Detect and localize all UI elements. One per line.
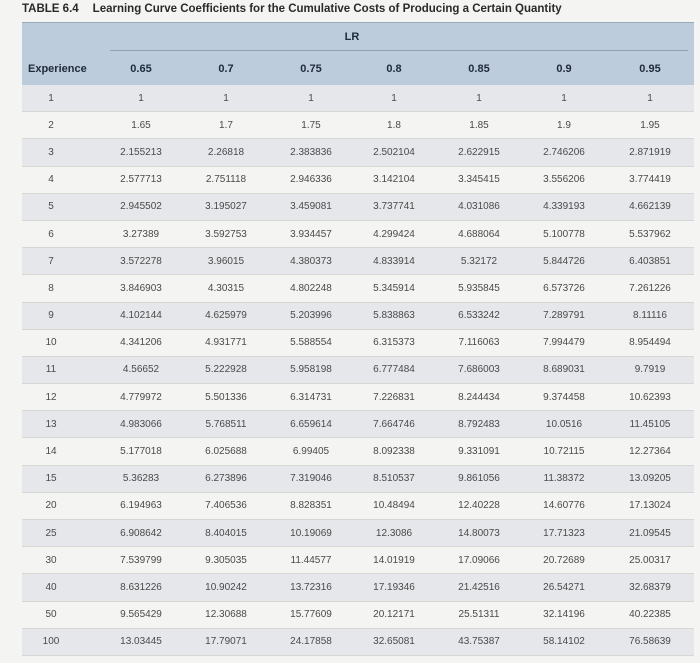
coefficient-cell: 9.7919 bbox=[634, 364, 666, 376]
table-row bbox=[22, 574, 694, 601]
column-header-lr: 0.75 bbox=[300, 63, 322, 75]
coefficient-cell: 1 bbox=[308, 92, 314, 104]
coefficient-cell: 1.65 bbox=[131, 119, 151, 131]
table-row bbox=[22, 221, 694, 248]
coefficient-cell: 8.092338 bbox=[373, 446, 415, 458]
coefficient-cell: 4.688064 bbox=[458, 228, 500, 240]
coefficient-cell: 6.403851 bbox=[629, 255, 671, 267]
coefficient-cell: 4.983066 bbox=[120, 418, 162, 430]
experience-cell: 2 bbox=[48, 119, 54, 131]
column-header-lr: 0.65 bbox=[130, 63, 152, 75]
experience-cell: 1 bbox=[48, 92, 54, 104]
coefficient-cell: 5.838863 bbox=[373, 310, 415, 322]
table-row bbox=[22, 629, 694, 656]
experience-cell: 10 bbox=[45, 337, 57, 349]
coefficient-cell: 6.777484 bbox=[373, 364, 415, 376]
coefficient-cell: 2.622915 bbox=[458, 146, 500, 158]
coefficient-cell: 4.341206 bbox=[120, 337, 162, 349]
table-row bbox=[22, 411, 694, 438]
column-header-lr: 0.95 bbox=[639, 63, 661, 75]
coefficient-cell: 2.945502 bbox=[120, 201, 162, 213]
coefficient-cell: 8.631226 bbox=[120, 581, 162, 593]
table-row bbox=[22, 602, 694, 629]
table-title: Learning Curve Coefficients for the Cumulative Costs of Producing a Certain Quantity bbox=[92, 3, 562, 15]
experience-cell: 8 bbox=[48, 282, 54, 294]
coefficient-cell: 8.510537 bbox=[373, 473, 415, 485]
experience-cell: 12 bbox=[45, 391, 57, 403]
table-row bbox=[22, 303, 694, 330]
coefficient-cell: 1 bbox=[391, 92, 397, 104]
table-row bbox=[22, 493, 694, 520]
coefficient-cell: 76.58639 bbox=[629, 636, 671, 648]
column-header-row bbox=[22, 57, 694, 81]
table-row bbox=[22, 248, 694, 275]
coefficient-cell: 4.931771 bbox=[205, 337, 247, 349]
column-header-lr: 0.9 bbox=[556, 63, 572, 75]
coefficient-cell: 8.792483 bbox=[458, 418, 500, 430]
coefficient-cell: 7.116063 bbox=[458, 337, 500, 349]
coefficient-cell: 5.36283 bbox=[122, 473, 160, 485]
coefficient-cell: 10.0516 bbox=[545, 418, 583, 430]
coefficient-cell: 9.861056 bbox=[458, 473, 500, 485]
table-row bbox=[22, 466, 694, 493]
experience-cell: 100 bbox=[42, 636, 60, 648]
coefficient-cell: 6.315373 bbox=[373, 337, 415, 349]
coefficient-cell: 9.565429 bbox=[120, 609, 162, 621]
experience-cell: 15 bbox=[45, 473, 57, 485]
coefficient-cell: 1 bbox=[561, 92, 567, 104]
coefficient-cell: 1.85 bbox=[469, 119, 489, 131]
coefficient-cell: 7.994479 bbox=[543, 337, 585, 349]
experience-cell: 3 bbox=[48, 146, 54, 158]
table-row bbox=[22, 112, 694, 139]
coefficient-cell: 25.00317 bbox=[629, 554, 671, 566]
coefficient-cell: 13.09205 bbox=[629, 473, 671, 485]
coefficient-cell: 20.72689 bbox=[543, 554, 585, 566]
coefficient-cell: 6.273896 bbox=[205, 473, 247, 485]
coefficient-cell: 10.19069 bbox=[290, 527, 332, 539]
coefficient-cell: 5.222928 bbox=[205, 364, 247, 376]
experience-cell: 25 bbox=[45, 527, 57, 539]
coefficient-cell: 8.689031 bbox=[543, 364, 585, 376]
coefficient-cell: 12.3086 bbox=[375, 527, 413, 539]
coefficient-cell: 15.77609 bbox=[290, 609, 332, 621]
coefficient-cell: 4.802248 bbox=[290, 282, 332, 294]
coefficient-cell: 3.934457 bbox=[290, 228, 332, 240]
coefficient-cell: 4.662139 bbox=[629, 201, 671, 213]
coefficient-cell: 6.025688 bbox=[205, 446, 247, 458]
coefficient-cell: 3.96015 bbox=[207, 255, 245, 267]
experience-cell: 50 bbox=[45, 609, 57, 621]
lr-group-rule bbox=[110, 50, 688, 51]
table-caption bbox=[22, 0, 562, 18]
coefficient-cell: 14.60776 bbox=[543, 500, 585, 512]
table-row bbox=[22, 520, 694, 547]
coefficient-cell: 3.556206 bbox=[543, 174, 585, 186]
coefficient-cell: 13.72316 bbox=[290, 581, 332, 593]
experience-cell: 5 bbox=[48, 201, 54, 213]
experience-cell: 4 bbox=[48, 174, 54, 186]
coefficient-cell: 3.846903 bbox=[120, 282, 162, 294]
coefficient-cell: 6.99405 bbox=[292, 446, 330, 458]
coefficient-cell: 7.226831 bbox=[373, 391, 415, 403]
coefficient-cell: 2.383836 bbox=[290, 146, 332, 158]
experience-cell: 9 bbox=[48, 310, 54, 322]
experience-cell: 6 bbox=[48, 228, 54, 240]
coefficient-cell: 4.56652 bbox=[122, 364, 160, 376]
coefficient-cell: 11.45105 bbox=[629, 418, 671, 430]
coefficient-cell: 12.27364 bbox=[629, 446, 671, 458]
coefficient-cell: 7.539799 bbox=[120, 554, 162, 566]
coefficient-cell: 6.194963 bbox=[120, 500, 162, 512]
coefficient-cell: 5.935845 bbox=[458, 282, 500, 294]
coefficient-cell: 10.62393 bbox=[629, 391, 671, 403]
experience-cell: 14 bbox=[45, 446, 57, 458]
coefficient-cell: 14.80073 bbox=[458, 527, 500, 539]
coefficient-cell: 20.12171 bbox=[373, 609, 415, 621]
experience-cell: 30 bbox=[45, 554, 57, 566]
coefficient-cell: 21.09545 bbox=[629, 527, 671, 539]
coefficient-cell: 12.30688 bbox=[205, 609, 247, 621]
coefficient-cell: 4.102144 bbox=[120, 310, 162, 322]
coefficient-cell: 7.406536 bbox=[205, 500, 247, 512]
table-row bbox=[22, 330, 694, 357]
coefficient-cell: 13.03445 bbox=[120, 636, 162, 648]
coefficient-cell: 6.533242 bbox=[458, 310, 500, 322]
coefficient-cell: 3.737741 bbox=[373, 201, 415, 213]
coefficient-cell: 2.751118 bbox=[205, 174, 247, 186]
table-row bbox=[22, 547, 694, 574]
learning-curve-table bbox=[22, 22, 694, 656]
coefficient-cell: 2.155213 bbox=[120, 146, 162, 158]
table-body bbox=[22, 85, 694, 656]
table-number: TABLE 6.4 bbox=[22, 3, 79, 15]
experience-cell: 40 bbox=[45, 581, 57, 593]
coefficient-cell: 17.13024 bbox=[629, 500, 671, 512]
table-row bbox=[22, 139, 694, 166]
coefficient-cell: 5.501336 bbox=[205, 391, 247, 403]
coefficient-cell: 5.588554 bbox=[290, 337, 332, 349]
coefficient-cell: 7.686003 bbox=[458, 364, 500, 376]
coefficient-cell: 1.95 bbox=[640, 119, 660, 131]
coefficient-cell: 32.68379 bbox=[629, 581, 671, 593]
coefficient-cell: 1.9 bbox=[557, 119, 571, 131]
coefficient-cell: 5.844726 bbox=[543, 255, 585, 267]
coefficient-cell: 17.19346 bbox=[373, 581, 415, 593]
coefficient-cell: 2.577713 bbox=[120, 174, 162, 186]
coefficient-cell: 17.09066 bbox=[458, 554, 500, 566]
coefficient-cell: 8.404015 bbox=[205, 527, 247, 539]
experience-cell: 13 bbox=[45, 418, 57, 430]
coefficient-cell: 4.380373 bbox=[290, 255, 332, 267]
coefficient-cell: 5.958198 bbox=[290, 364, 332, 376]
table-row bbox=[22, 85, 694, 112]
coefficient-cell: 3.592753 bbox=[205, 228, 247, 240]
coefficient-cell: 17.71323 bbox=[543, 527, 585, 539]
coefficient-cell: 3.459081 bbox=[290, 201, 332, 213]
coefficient-cell: 10.72115 bbox=[543, 446, 585, 458]
column-header-experience: Experience bbox=[28, 63, 87, 75]
coefficient-cell: 17.79071 bbox=[205, 636, 247, 648]
coefficient-cell: 5.345914 bbox=[373, 282, 415, 294]
coefficient-cell: 5.100778 bbox=[543, 228, 585, 240]
coefficient-cell: 58.14102 bbox=[543, 636, 585, 648]
coefficient-cell: 7.261226 bbox=[629, 282, 671, 294]
table-row bbox=[22, 194, 694, 221]
coefficient-cell: 11.38372 bbox=[543, 473, 585, 485]
coefficient-cell: 3.142104 bbox=[373, 174, 415, 186]
coefficient-cell: 1 bbox=[476, 92, 482, 104]
coefficient-cell: 2.946336 bbox=[290, 174, 332, 186]
experience-cell: 20 bbox=[45, 500, 57, 512]
coefficient-cell: 32.14196 bbox=[543, 609, 585, 621]
coefficient-cell: 4.625979 bbox=[205, 310, 247, 322]
coefficient-cell: 7.319046 bbox=[290, 473, 332, 485]
coefficient-cell: 5.203996 bbox=[290, 310, 332, 322]
coefficient-cell: 1.75 bbox=[301, 119, 321, 131]
coefficient-cell: 4.339193 bbox=[543, 201, 585, 213]
coefficient-cell: 1.8 bbox=[387, 119, 401, 131]
experience-cell: 11 bbox=[45, 364, 57, 376]
experience-cell: 7 bbox=[48, 255, 54, 267]
coefficient-cell: 3.345415 bbox=[458, 174, 500, 186]
coefficient-cell: 3.27389 bbox=[122, 228, 160, 240]
coefficient-cell: 1 bbox=[647, 92, 653, 104]
coefficient-cell: 3.572278 bbox=[120, 255, 162, 267]
coefficient-cell: 12.40228 bbox=[458, 500, 500, 512]
table-row bbox=[22, 167, 694, 194]
coefficient-cell: 7.289791 bbox=[543, 310, 585, 322]
column-header-lr: 0.7 bbox=[218, 63, 234, 75]
coefficient-cell: 26.54271 bbox=[543, 581, 585, 593]
coefficient-cell: 4.30315 bbox=[207, 282, 245, 294]
coefficient-cell: 32.65081 bbox=[373, 636, 415, 648]
coefficient-cell: 2.746206 bbox=[543, 146, 585, 158]
coefficient-cell: 40.22385 bbox=[629, 609, 671, 621]
coefficient-cell: 4.299424 bbox=[373, 228, 415, 240]
coefficient-cell: 5.177018 bbox=[120, 446, 162, 458]
coefficient-cell: 6.573726 bbox=[543, 282, 585, 294]
lr-group-label: LR bbox=[344, 31, 360, 43]
coefficient-cell: 25.51311 bbox=[458, 609, 500, 621]
coefficient-cell: 5.537962 bbox=[629, 228, 671, 240]
coefficient-cell: 9.374458 bbox=[543, 391, 585, 403]
coefficient-cell: 8.244434 bbox=[458, 391, 500, 403]
coefficient-cell: 11.44577 bbox=[290, 554, 332, 566]
coefficient-cell: 9.331091 bbox=[458, 446, 500, 458]
coefficient-cell: 4.833914 bbox=[373, 255, 415, 267]
coefficient-cell: 21.42516 bbox=[458, 581, 500, 593]
coefficient-cell: 3.195027 bbox=[205, 201, 247, 213]
table-row bbox=[22, 357, 694, 384]
coefficient-cell: 2.26818 bbox=[207, 146, 245, 158]
coefficient-cell: 4.779972 bbox=[120, 391, 162, 403]
coefficient-cell: 3.774419 bbox=[629, 174, 671, 186]
coefficient-cell: 10.90242 bbox=[205, 581, 247, 593]
coefficient-cell: 8.828351 bbox=[290, 500, 332, 512]
column-header-lr: 0.85 bbox=[468, 63, 490, 75]
coefficient-cell: 6.314731 bbox=[290, 391, 332, 403]
coefficient-cell: 9.305035 bbox=[205, 554, 247, 566]
coefficient-cell: 4.031086 bbox=[458, 201, 500, 213]
coefficient-cell: 5.32172 bbox=[460, 255, 498, 267]
coefficient-cell: 1 bbox=[138, 92, 144, 104]
coefficient-cell: 1 bbox=[223, 92, 229, 104]
coefficient-cell: 14.01919 bbox=[373, 554, 415, 566]
coefficient-cell: 6.659614 bbox=[290, 418, 332, 430]
coefficient-cell: 10.48494 bbox=[373, 500, 415, 512]
table-header bbox=[22, 23, 694, 85]
coefficient-cell: 1.7 bbox=[219, 119, 233, 131]
coefficient-cell: 6.908642 bbox=[120, 527, 162, 539]
coefficient-cell: 2.871919 bbox=[629, 146, 671, 158]
table-row bbox=[22, 275, 694, 302]
table-row bbox=[22, 384, 694, 411]
column-header-lr: 0.8 bbox=[386, 63, 402, 75]
table-row bbox=[22, 438, 694, 465]
coefficient-cell: 24.17858 bbox=[290, 636, 332, 648]
coefficient-cell: 7.664746 bbox=[373, 418, 415, 430]
coefficient-cell: 2.502104 bbox=[373, 146, 415, 158]
coefficient-cell: 8.954494 bbox=[629, 337, 671, 349]
coefficient-cell: 5.768511 bbox=[205, 418, 247, 430]
coefficient-cell: 43.75387 bbox=[458, 636, 500, 648]
coefficient-cell: 8.11116 bbox=[633, 310, 667, 322]
